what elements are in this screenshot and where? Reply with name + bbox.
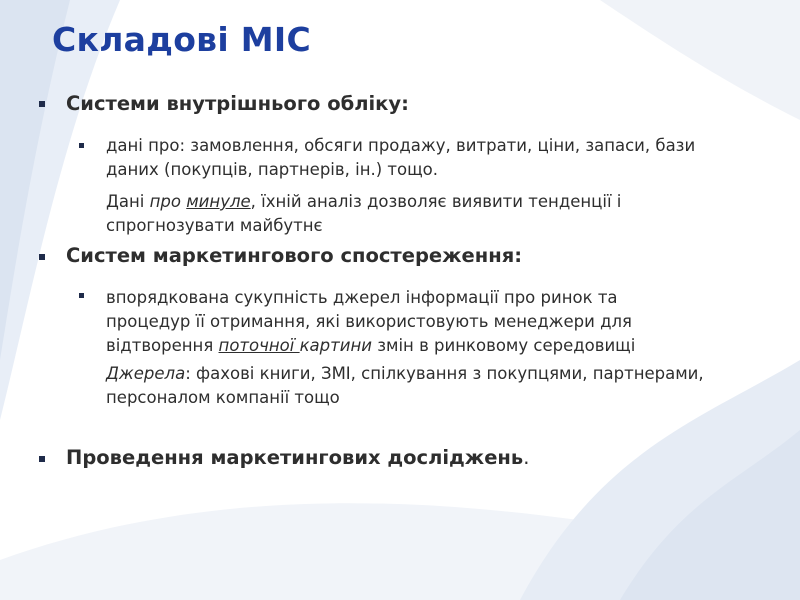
section1-note-underlined: минуле [186, 192, 251, 211]
section-heading-marketing-observation: Систем маркетингового спостереження: [66, 244, 523, 267]
bullet-1 [39, 101, 45, 107]
section2-item-underlined: поточної [218, 336, 300, 355]
sub-bullet-2 [79, 293, 84, 298]
section1-item: дані про: замовлення, обсяги продажу, витрати, ціни, запаси, бази даних (покупців, партнерів, ін.) тощо. [106, 136, 696, 179]
section2-note [106, 362, 706, 410]
section1-note-it: про [149, 192, 187, 211]
section3-heading-text: Проведення маркетингових досліджень [66, 446, 524, 469]
section2-item-it: картини [299, 336, 372, 355]
section2-note-post: : фахові книги, ЗМІ, спілкування з покупцями, партнерами, персоналом компанії тощо [106, 364, 704, 407]
bullet-3 [39, 456, 45, 462]
section-heading-marketing-research [66, 446, 529, 469]
section1-note [106, 190, 706, 238]
section3-period: . [523, 446, 530, 469]
section2-item-post: змін в ринковому середовищі [372, 336, 636, 355]
sub-bullet-1 [79, 143, 84, 148]
section1-note-pre: Дані [106, 192, 150, 211]
section2-item [106, 286, 706, 358]
section1-note-post: , їхній аналіз дозволяє виявити тенденції і спрогнозувати майбутнє [106, 192, 622, 235]
slide-title: Складові МІС [52, 20, 311, 59]
bullet-2 [39, 254, 45, 260]
section2-note-it: Джерела [106, 364, 186, 383]
section2-item-pre: впорядкована сукупність джерел інформації про ринок та процедур її отримання, які використовують менеджери для відтворення [106, 288, 632, 355]
section-heading-internal-accounting: Системи внутрішнього обліку: [66, 92, 409, 115]
